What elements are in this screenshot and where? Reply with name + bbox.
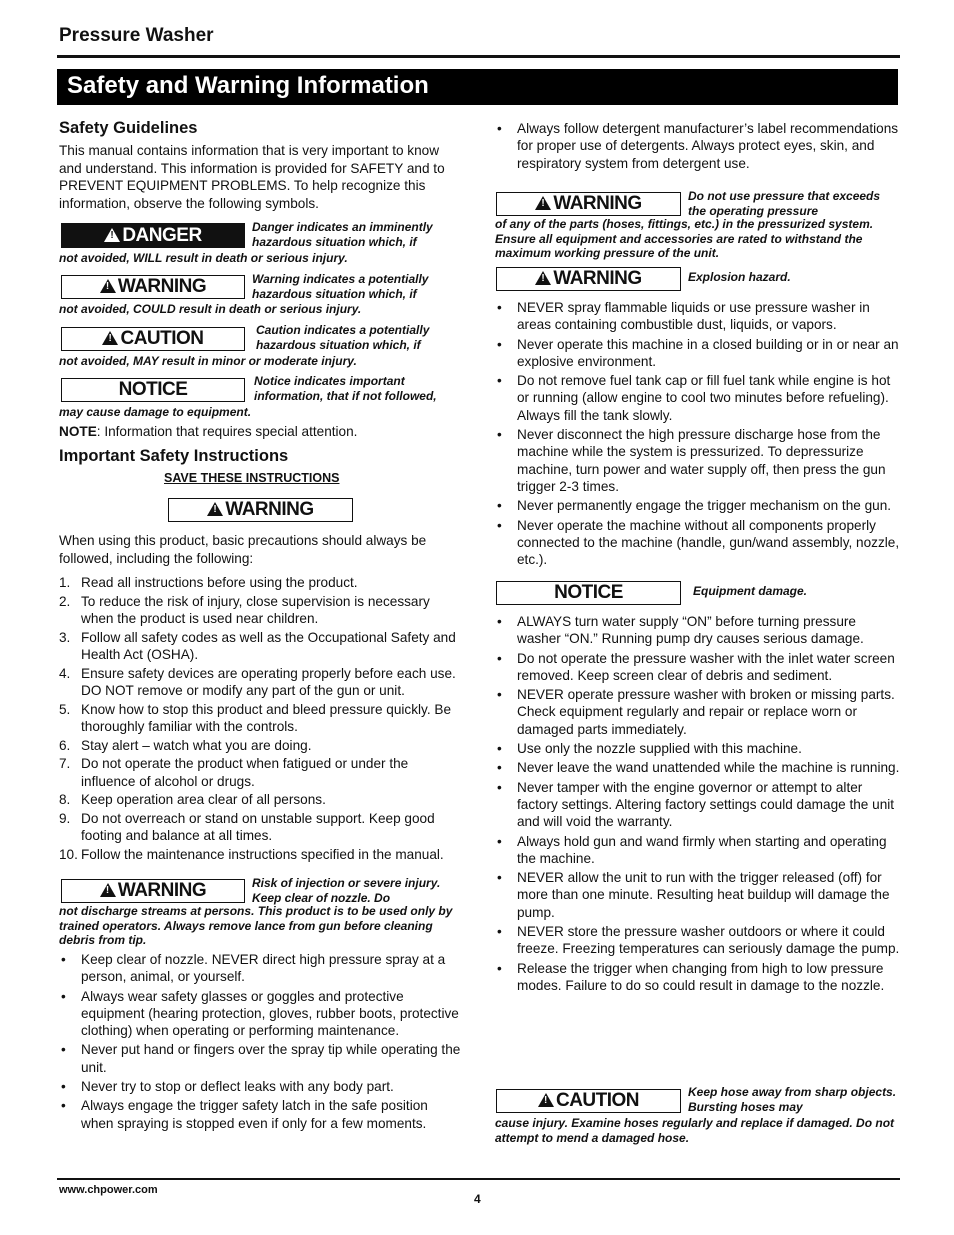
item-number: 6. (59, 737, 71, 753)
item-text: To reduce the risk of injury, close supervision is necessary when the product is used near children. (81, 593, 430, 626)
item-text: Use only the nozzle supplied with this machine. (517, 741, 802, 757)
item-number: 7. (59, 756, 71, 771)
equipment-notice-description: Equipment damage. (693, 584, 808, 598)
note-text: : Information that requires special attention. (96, 424, 358, 439)
section-banner (57, 69, 898, 105)
list-item: • Do not operate the pressure washer with the inlet water screen removed. Keep screen clear of debris and sediment. (497, 650, 895, 683)
item-text: Never leave the wand unattended while the machine is running. (517, 760, 900, 776)
note-line (59, 423, 464, 441)
list-item: • Never operate the machine without all components properly connected to the machine (handle, gun/wand assembly, nozzle, etc.). (497, 517, 900, 568)
caution-description-a: Caution indicates a potentially hazardous situation which, if (256, 323, 430, 352)
injection-description-a: Risk of injection or severe injury. Keep clear of nozzle. Do (252, 876, 441, 905)
alert-triangle-icon (104, 228, 120, 242)
list-item: • Never disconnect the high pressure discharge hose from the machine while the system is pressurized. To depressurize machine, turn power and water supply off, then press the gun trigger 2-3 times. (497, 427, 886, 494)
item-text: NEVER operate pressure washer with broken or missing parts. Check equipment regularly and repair or replace worn or damaged parts immediately. (517, 687, 895, 737)
explosion-bullet-list (495, 299, 900, 570)
item-number: 9. (59, 810, 71, 826)
list-item: • Never tamper with the engine governor or attempt to alter factory settings. Altering factory settings could damage the unit and will void the warranty. (497, 779, 895, 830)
list-item: • Always wear safety glasses or goggles and protective equipment (hearing protection, gloves, rubber boots, protective clothing) when operating or performing maintenance. (61, 988, 459, 1039)
item-number: 3. (59, 629, 71, 645)
alert-triangle-icon (535, 196, 551, 210)
item-text: Always engage the trigger safety latch in the safe position when spraying is stopped even if only for a few moments. (81, 1098, 428, 1131)
item-text: Stay alert – watch what you are doing. (81, 737, 312, 753)
important-warning-box (168, 498, 353, 522)
item-text: Read all instructions before using the product. (81, 575, 358, 590)
important-intro: When using this product, basic precautions should always be followed, including the following: (59, 533, 427, 566)
list-item (59, 629, 464, 664)
list-item: • Do not remove fuel tank cap or fill fuel tank while engine is hot or running (allow engine to cool two minutes before refueling). Always fill the tank slowly. (497, 373, 891, 423)
item-text: Ensure safety devices are operating properly before each use. DO NOT remove or modify any part of the gun or unit. (81, 665, 456, 698)
injection-bullet-list (59, 951, 464, 1134)
injection-warning-label: WARNING (117, 880, 207, 901)
item-text: Always hold gun and wand firmly when starting and operating the machine. (517, 833, 887, 866)
item-text: NEVER allow the unit to run with the trigger released (off) for more than one minute. Resulting heat buildup will damage the pump. (517, 870, 890, 920)
safety-instructions-list (59, 574, 464, 864)
footer-url: www.chpower.com (59, 1184, 158, 1196)
danger-description-b: not avoided, WILL result in death or serious injury. (59, 251, 348, 265)
item-number: 10. (59, 846, 78, 862)
list-item (59, 737, 464, 755)
item-text: Never operate the machine without all components properly connected to the machine (handle, gun/wand assembly, nozzle, etc.). (517, 517, 900, 568)
item-text: Follow the maintenance instructions specified in the manual. (81, 846, 444, 862)
alert-triangle-icon (207, 502, 223, 516)
item-text: NEVER spray flammable liquids or use pressure washer in areas containing combustible dust, liquids, or vapors. (517, 300, 870, 333)
item-number: 1. (59, 575, 71, 590)
list-item (59, 791, 464, 809)
pressure-warning-label: WARNING (553, 193, 642, 214)
list-item: • NEVER allow the unit to run with the trigger released (off) for more than one minute. Resulting heat buildup will damage the pump. (497, 870, 890, 920)
page-number: 4 (474, 1192, 481, 1206)
warning-label: WARNING (117, 276, 207, 297)
list-item (59, 593, 464, 628)
notice-label: NOTICE (118, 379, 188, 400)
item-text: Do not overreach or stand on unstable support. Keep good footing and balance at all times. (81, 810, 435, 843)
list-item (59, 665, 464, 700)
explosion-warning-box (496, 267, 681, 291)
list-item: • Always engage the trigger safety latch in the safe position when spraying is stopped even if only for a few moments. (61, 1098, 428, 1131)
alert-triangle-icon (100, 883, 116, 897)
list-item: • Never operate this machine in a closed building or in or near an explosive environment. (497, 336, 899, 369)
alert-triangle-icon (535, 271, 551, 285)
item-text: Keep clear of nozzle. NEVER direct high pressure spray at a person, animal, or yourself. (81, 952, 446, 985)
item-text: Do not remove fuel tank cap or fill fuel tank while engine is hot or running (allow engine to cool two minutes before refueling). Always fill the tank slowly. (517, 373, 891, 423)
item-text: Never try to stop or deflect leaks with any body part. (81, 1079, 394, 1095)
list-item: • NEVER store the pressure washer outdoors or where it could freeze. Freezing temperatures can seriously damage the pump. (497, 924, 900, 957)
hose-caution-box (496, 1089, 681, 1113)
header-rule (57, 55, 900, 58)
item-number: 2. (59, 593, 71, 609)
equipment-notice-label: NOTICE (554, 582, 623, 603)
list-item: • Never put hand or fingers over the spray tip while operating the unit. (61, 1042, 461, 1075)
explosion-description: Explosion hazard. (688, 270, 791, 284)
list-item (59, 810, 464, 845)
notice-signal-box (61, 378, 245, 402)
item-text: ALWAYS turn water supply “ON” before turning pressure washer “ON.” Running pump dry causes serious damage. (517, 614, 864, 647)
explosion-warning-label: WARNING (553, 268, 642, 289)
alert-triangle-icon (538, 1093, 554, 1107)
footer-rule (57, 1178, 900, 1180)
warning-description-b: not avoided, COULD result in death or serious injury. (59, 302, 362, 316)
list-item (59, 701, 464, 736)
item-number: 5. (59, 701, 71, 717)
pressure-warning-box (496, 192, 681, 216)
warning-description-a: Warning indicates a potentially hazardous situation which, if (252, 272, 429, 301)
list-item: • Always follow detergent manufacturer’s label recommendations for proper use of detergents. Always protect eyes, skin, and respiratory system from detergent use. (497, 121, 899, 171)
detergent-bullet-list (495, 120, 900, 174)
injection-warning-box (61, 879, 245, 903)
hose-caution-description-b: cause injury. Examine hoses regularly and replace if damaged. Do not attempt to mend a damaged hose. (495, 1116, 895, 1145)
item-text: Follow all safety codes as well as the Occupational Safety and Health Act (OSHA). (81, 629, 456, 662)
item-number: 8. (59, 792, 71, 807)
section-banner-title: Safety and Warning Information (67, 72, 429, 99)
item-text: Do not operate the pressure washer with the inlet water screen removed. Keep screen clear of debris and sediment. (517, 650, 895, 683)
pressure-description-a: Do not use pressure that exceeds the operating pressure (688, 189, 881, 218)
list-item: • Release the trigger when changing from high to low pressure modes. Failure to do so could result in damage to the nozzle. (497, 960, 885, 993)
item-text: Release the trigger when changing from high to low pressure modes. Failure to do so could result in damage to the nozzle. (517, 960, 885, 993)
list-item: • NEVER operate pressure washer with broken or missing parts. Check equipment regularly and repair or replace worn or damaged parts immediately. (497, 687, 895, 737)
item-text: Never operate this machine in a closed building or in or near an explosive environment. (517, 336, 899, 369)
list-item: • Keep clear of nozzle. NEVER direct high pressure spray at a person, animal, or yourself. (61, 952, 446, 985)
list-item (59, 846, 464, 864)
list-item (59, 574, 464, 592)
list-item: • Always hold gun and wand firmly when starting and operating the machine. (497, 833, 887, 866)
alert-triangle-icon (102, 331, 118, 345)
list-item: • Never permanently engage the trigger mechanism on the gun. (497, 498, 892, 514)
safety-guidelines-intro: This manual contains information that is very important to know and understand. This information is provided for SAFETY and to PREVENT EQUIPMENT PROBLEMS. To help recognize this information, observe the following symbols. (59, 143, 445, 211)
equipment-notice-box (496, 581, 681, 605)
safety-guidelines-heading: Safety Guidelines (59, 119, 198, 137)
caution-signal-box (61, 327, 245, 351)
danger-label: DANGER (122, 224, 202, 246)
danger-description-a: Danger indicates an imminently hazardous situation which, if (252, 220, 433, 249)
notice-description-b: may cause damage to equipment. (59, 405, 252, 419)
list-item: • Never try to stop or deflect leaks with any body part. (61, 1079, 394, 1095)
caution-description-b: not avoided, MAY result in minor or moderate injury. (59, 354, 357, 368)
item-text: Never permanently engage the trigger mechanism on the gun. (517, 498, 892, 514)
item-text: Keep operation area clear of all persons. (81, 792, 326, 807)
warning-signal-box (61, 275, 245, 299)
item-text: Always wear safety glasses or goggles and protective equipment (hearing protection, gloves, rubber boots, protective clothing) when operating or performing maintenance. (81, 988, 459, 1039)
injection-description-b: not discharge streams at persons. This product is to be used only by trained operators. Always remove lance from gun before cleaning debris from tip. (59, 904, 453, 947)
caution-label: CAUTION (120, 328, 204, 349)
list-item: • NEVER spray flammable liquids or use pressure washer in areas containing combustible dust, liquids, or vapors. (497, 300, 870, 333)
item-text: Never disconnect the high pressure discharge hose from the machine while the system is pressurized. To depressurize machine, turn power and water supply off, then press the gun trigger 2-3 times. (517, 427, 886, 494)
hose-caution-description-a: Keep hose away from sharp objects. Bursting hoses may (688, 1085, 897, 1114)
danger-signal-box (61, 223, 245, 248)
alert-triangle-icon (100, 279, 116, 293)
item-number: 4. (59, 665, 71, 681)
list-item: • Never leave the wand unattended while the machine is running. (497, 760, 900, 776)
item-text: NEVER store the pressure washer outdoors or where it could freeze. Freezing temperatures can seriously damage the pump. (517, 924, 900, 957)
pressure-description-b: of any of the parts (hoses, fittings, etc.) in the pressurized system. Ensure all equipment and accessories are rated to withstand the maximum working pressure of the unit. (495, 217, 874, 260)
note-label: NOTE (59, 424, 97, 439)
equipment-bullet-list (495, 613, 900, 996)
list-item (59, 755, 464, 790)
item-text: Always follow detergent manufacturer’s label recommendations for proper use of detergents. Always protect eyes, skin, and respiratory system from detergent use. (517, 121, 899, 171)
item-text: Know how to stop this product and bleed pressure quickly. Be thoroughly familiar with the controls. (81, 701, 452, 734)
save-instructions: SAVE THESE INSTRUCTIONS (164, 471, 340, 485)
item-text: Do not operate the product when fatigued or under the influence of alcohol or drugs. (81, 756, 409, 789)
important-warning-label: WARNING (225, 499, 314, 520)
product-title: Pressure Washer (59, 25, 214, 46)
notice-description-a: Notice indicates important information, that if not followed, (254, 374, 437, 403)
hose-caution-label: CAUTION (555, 1090, 640, 1111)
important-safety-heading: Important Safety Instructions (59, 447, 289, 465)
list-item: • Use only the nozzle supplied with this machine. (497, 741, 802, 757)
item-text: Never tamper with the engine governor or attempt to alter factory settings. Altering factory settings could damage the unit and will void the warranty. (517, 779, 895, 830)
list-item: • ALWAYS turn water supply “ON” before turning pressure washer “ON.” Running pump dry causes serious damage. (497, 614, 864, 647)
item-text: Never put hand or fingers over the spray tip while operating the unit. (81, 1042, 461, 1075)
